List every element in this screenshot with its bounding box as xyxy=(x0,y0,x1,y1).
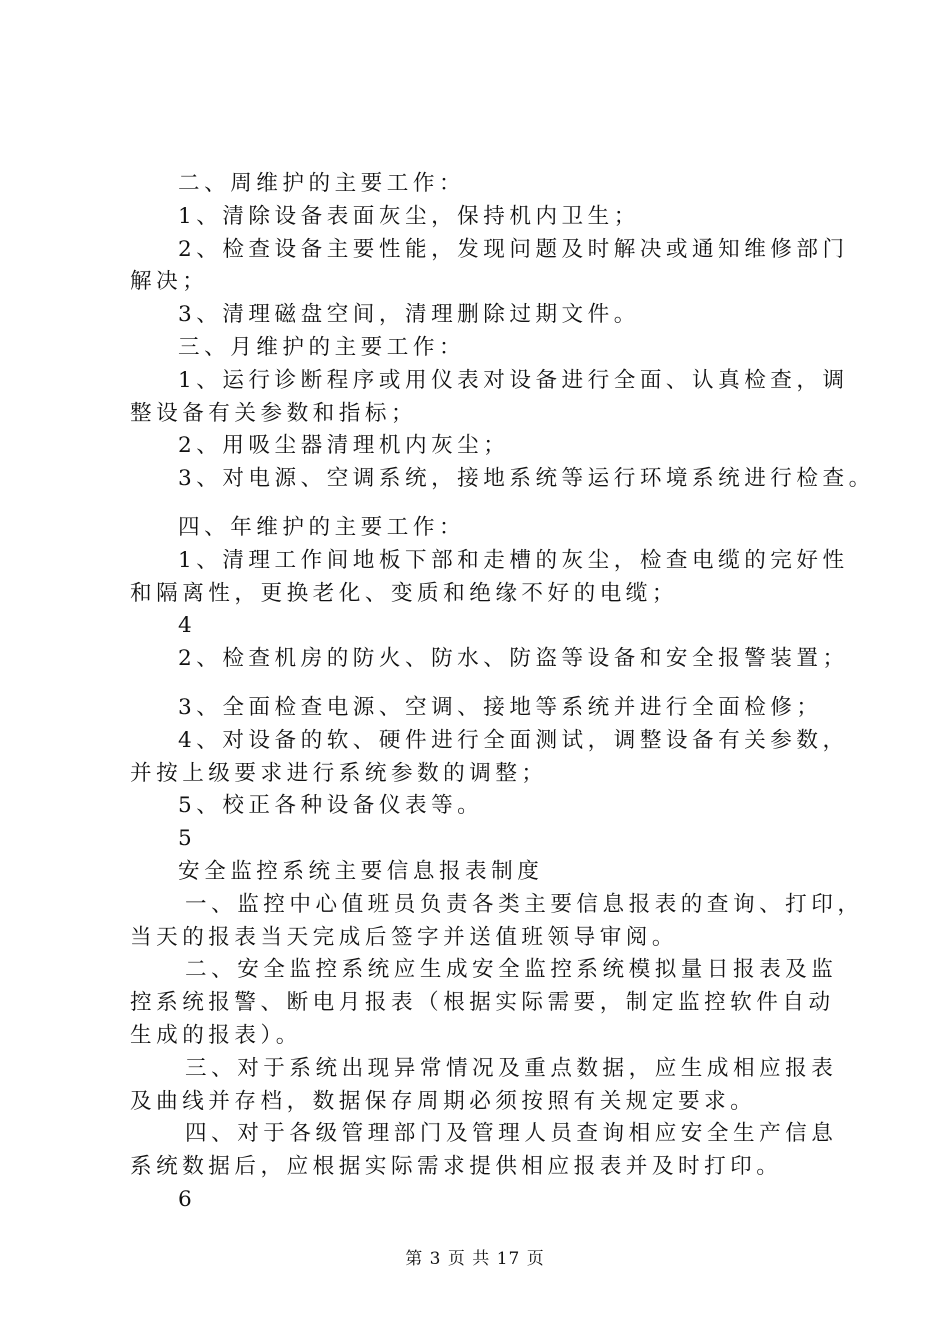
blank-gap xyxy=(130,496,842,512)
paragraph-line: 1、运行诊断程序或用仪表对设备进行全面、认真检查，调 xyxy=(178,367,849,393)
paragraph-line: 二、安全监控系统应生成安全监控系统模拟量日报表及监 xyxy=(185,957,838,983)
section-heading-weekly: 二、周维护的主要工作： xyxy=(178,171,466,196)
paragraph-line: 3、清理磁盘空间，清理删除过期文件。 xyxy=(178,302,640,328)
paragraph-line: 及曲线并存档，数据保存周期必须按照有关规定要求。 xyxy=(130,1088,757,1114)
paragraph-line: 整设备有关参数和指标； xyxy=(130,400,418,426)
paragraph-line: 4、对设备的软、硬件进行全面测试，调整设备有关参数， xyxy=(178,727,849,753)
paragraph-line: 当天的报表当天完成后签字并送值班领导审阅。 xyxy=(130,924,678,950)
page-number-marker: 4 xyxy=(178,613,197,639)
paragraph-line: 2、检查设备主要性能，发现问题及时解决或通知维修部门 xyxy=(178,236,849,262)
section-heading-yearly: 四、年维护的主要工作： xyxy=(178,514,466,540)
section-heading-monthly: 三、月维护的主要工作： xyxy=(178,334,466,360)
paragraph-line: 2、用吸尘器清理机内灰尘； xyxy=(178,433,510,459)
paragraph-line: 并按上级要求进行系统参数的调整； xyxy=(130,760,548,786)
paragraph-line: 2、检查机房的防火、防水、防盗等设备和安全报警装置； xyxy=(178,646,849,672)
paragraph-line: 解决； xyxy=(130,269,209,295)
paragraph-line: 1、清理工作间地板下部和走槽的灰尘，检查电缆的完好性 xyxy=(178,547,849,573)
paragraph-line: 3、全面检查电源、空调、接地等系统并进行全面检修； xyxy=(178,694,823,720)
paragraph-line: 四、对于各级管理部门及管理人员查询相应安全生产信息 xyxy=(185,1121,838,1147)
document-body xyxy=(130,168,875,1217)
paragraph-line: 5、校正各种设备仪表等。 xyxy=(178,793,484,819)
paragraph-line: 控系统报警、断电月报表（根据实际需要，制定监控软件自动 xyxy=(130,990,835,1016)
paragraph-line: 系统数据后，应根据实际需求提供相应报表并及时打印。 xyxy=(130,1154,783,1180)
paragraph-line: 三、对于系统出现异常情况及重点数据，应生成相应报表 xyxy=(185,1055,838,1081)
paragraph-line: 和隔离性，更换老化、变质和绝缘不好的电缆； xyxy=(130,580,678,606)
paragraph-line: 生成的报表）。 xyxy=(130,1022,302,1048)
blank-gap xyxy=(130,676,842,692)
paragraph-line: 1、清除设备表面灰尘，保持机内卫生； xyxy=(178,203,640,229)
page-number-marker: 6 xyxy=(178,1186,197,1212)
document-subtitle: 安全监控系统主要信息报表制度 xyxy=(178,858,544,884)
paragraph-line: 3、对电源、空调系统，接地系统等运行环境系统进行检查。 xyxy=(178,466,875,492)
page-footer: 第 3 页 共 17 页 xyxy=(405,1249,545,1269)
paragraph-line: 一、监控中心值班员负责各类主要信息报表的查询、打印， xyxy=(185,891,864,917)
page-number-marker: 5 xyxy=(178,826,197,852)
